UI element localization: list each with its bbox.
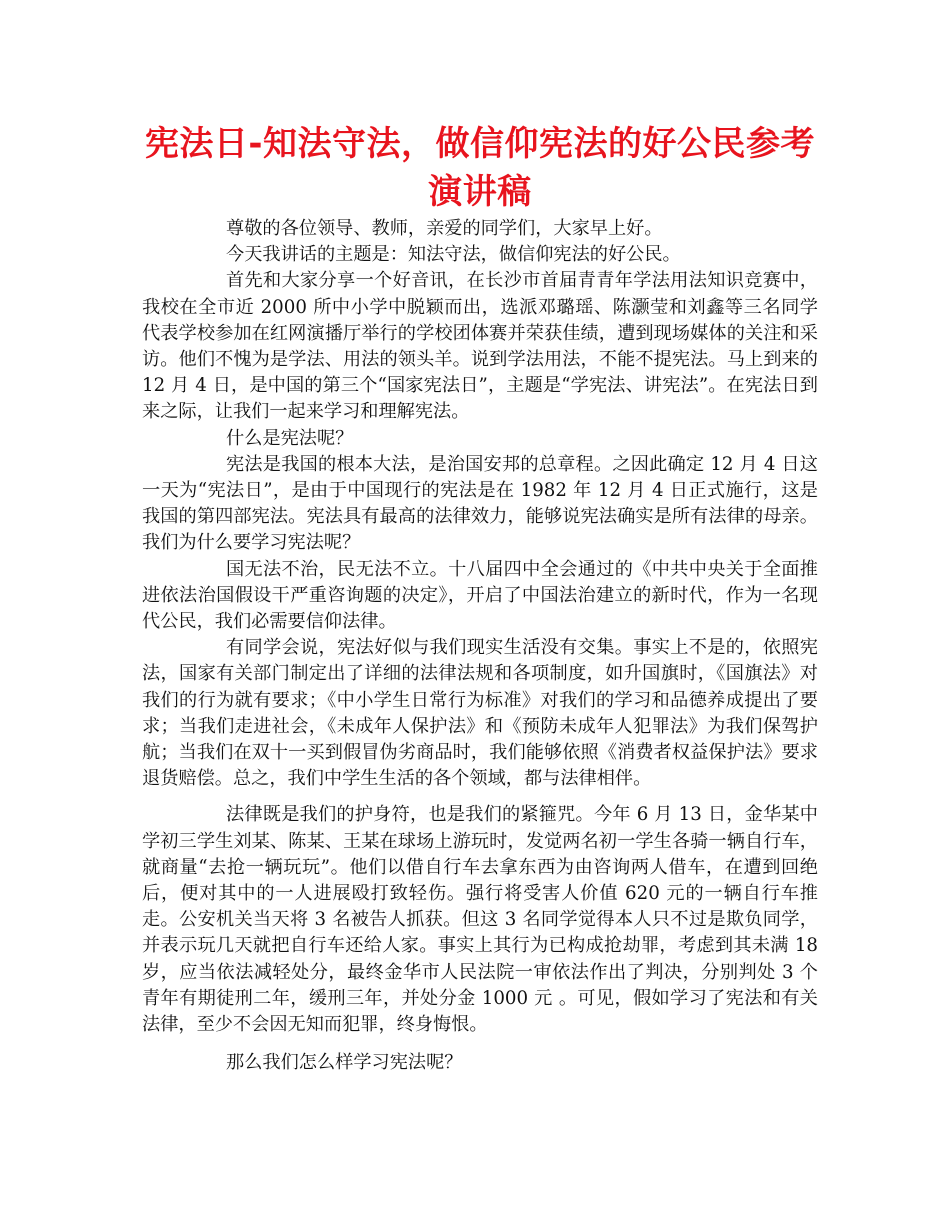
paragraph-daily-life: 有同学会说，宪法好似与我们现实生活没有交集。事实上不是的，依照宪法，国家有关部门制定出了详细的法律法规和各项制度，如升国旗时，《国旗法》对我们的行为就有要求；《中小学生日常行为标准》对我们的学习和品德养成提出了要求；当我们走进社会，《未成年人保护法》和《预防未成年人犯罪法》为我们保驾护航；当我们在双十一买到假冒伪劣商品时，我们能够依照《消费者权益保护法》要求退货赔偿。总之，我们中学生生活的各个领域，都与法律相伴。 [142,637,818,790]
paragraph-case-story: 法律既是我们的护身符，也是我们的紧箍咒。今年 6 月 13 日，金华某中学初三学生刘某、陈某、王某在球场上游玩时，发觉两名初一学生各骑一辆自行车，就商量“去抢一辆玩玩”。他们以借自行车去拿东西为由咨询两人借车，在遭到回绝后，便对其中的一人进展殴打致轻伤。强行将受害人价值 620 元的一辆自行车推走。公安机关当天将 3 名被告人抓获。但这 3 名同学觉得本人只不过是欺负同学，并表示玩几天就把自行车还给人家。事实上其行为已构成抢劫罪，考虑到其未满 18 岁，应当依法减轻处分，最终金华市人民法院一审依法作出了判决，分别判处 3 个青年有期徒刑二年，缓刑三年，并处分金 1000 元 。可见，假如学习了宪法和有关法律，至少不会因无知而犯罪，终身悔恨。 [142,804,818,1036]
paragraph-topic: 今天我讲话的主题是：知法守法，做信仰宪法的好公民。 [226,244,681,266]
paragraph-greeting: 尊敬的各位领导、教师，亲爱的同学们，大家早上好。 [226,218,663,239]
paragraph-rule-of-law: 国无法不治，民无法不立。十八届四中全会通过的《中共中央关于全面推进依法治国假设干严重咨询题的决定》，开启了中国法治建立的新时代，作为一名现代公民，我们必需要信仰法律。 [142,558,818,633]
paragraph-question-what: 什么是宪法呢？ [226,427,354,449]
document-page [142,120,818,1077]
paragraph-constitution-definition: 宪法是我国的根本大法，是治国安邦的总章程。之因此确定 12 月 4 日这一天为“宪法日”，是由于中国现行的宪法是在 1982 年 12 月 4 日正式施行，这是我国的第四部宪法。宪法具有最高的法律效力，能够说宪法确实是所有法律的母亲。我们为什么要学习宪法呢？ [142,453,818,554]
document-body [142,216,818,1077]
paragraph-good-news: 首先和大家分享一个好音讯，在长沙市首届青青年学法用法知识竞赛中，我校在全市近 2000 所中小学中脱颖而出，选派邓璐瑶、陈灏莹和刘鑫等三名同学代表学校参加在红网演播厅举行的学校团体赛并荣获佳绩，遭到现场媒体的关注和采访。他们不愧为是学法、用法的领头羊。说到学法用法，不能不提宪法。马上到来的 12 月 4 日，是中国的第三个“国家宪法日”，主题是“学宪法、讲宪法”。在宪法日到来之际，让我们一起来学习和理解宪法。 [142,270,818,423]
paragraph-question-how: 那么我们怎么样学习宪法呢？ [226,1052,463,1074]
document-title: 宪法日-知法守法，做信仰宪法的好公民参考演讲稿 [144,124,816,212]
